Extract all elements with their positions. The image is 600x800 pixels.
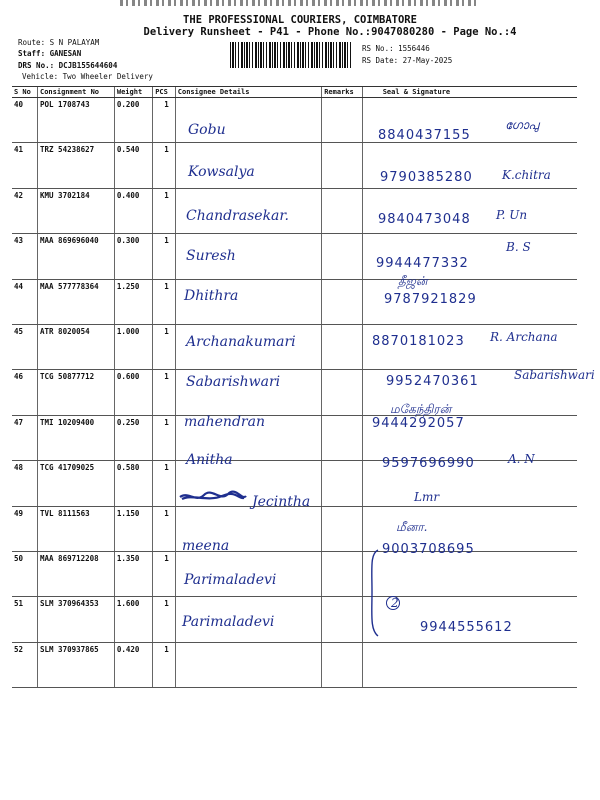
route-value: S N PALAYAM: [49, 38, 100, 47]
row-remarks: [322, 597, 363, 642]
row-weight: 1.000: [114, 324, 152, 369]
table-row: [12, 415, 577, 460]
handwritten-consignee-name: meena: [182, 538, 230, 554]
handwritten-phone: 9952470361: [386, 374, 479, 389]
drs-value: DCJB155644604: [58, 61, 118, 70]
row-sno: 51: [12, 597, 38, 642]
col-remarks: Remarks: [322, 87, 363, 98]
row-remarks: [322, 143, 363, 188]
handwritten-consignee-name: mahendran: [184, 414, 265, 430]
handwritten-consignee-name: Gobu: [188, 122, 226, 138]
row-sno: 40: [12, 98, 38, 143]
row-weight: 1.250: [114, 279, 152, 324]
row-sno: 45: [12, 324, 38, 369]
table-row: [12, 642, 577, 687]
col-seal: Seal & Signature: [362, 87, 577, 98]
circled-mark: [386, 596, 400, 610]
vehicle-line: Vehicle: Two Wheeler Delivery: [22, 72, 153, 81]
row-consignment: TCG 50877712: [38, 370, 115, 415]
row-sno: 42: [12, 188, 38, 233]
handwritten-consignee-name: Dhithra: [184, 288, 239, 304]
row-remarks: [322, 370, 363, 415]
handwritten-phone: 8840437155: [378, 128, 471, 143]
row-remarks: [322, 415, 363, 460]
row-weight: 1.600: [114, 597, 152, 642]
row-pcs: 1: [153, 461, 176, 506]
bracket-mark: [366, 548, 380, 638]
row-consignment: ATR 8020054: [38, 324, 115, 369]
row-consignee-details: [175, 642, 321, 687]
handwritten-phone: 9444292057: [372, 416, 465, 431]
row-pcs: 1: [153, 143, 176, 188]
row-weight: 0.540: [114, 143, 152, 188]
table-row: [12, 279, 577, 324]
row-consignment: MAA 869696040: [38, 234, 115, 279]
rs-date-value: 27-May-2025: [402, 56, 453, 65]
handwritten-signature: A. N: [508, 452, 535, 466]
staff-line: Staff: GANESAN: [18, 49, 82, 58]
handwritten-phone: 9944477332: [376, 256, 469, 271]
row-pcs: 1: [153, 324, 176, 369]
rs-date-line: RS Date: 27-May-2025: [362, 56, 453, 65]
row-consignment: POL 1708743: [38, 98, 115, 143]
table-row: [12, 188, 577, 233]
row-weight: 0.580: [114, 461, 152, 506]
row-sno: 47: [12, 415, 38, 460]
row-consignment: TRZ 54238627: [38, 143, 115, 188]
row-weight: 0.200: [114, 98, 152, 143]
row-seal-signature: [362, 642, 577, 687]
col-pcs: PCS: [153, 87, 176, 98]
handwritten-signature: B. S: [506, 240, 531, 254]
row-weight: 1.350: [114, 551, 152, 596]
row-pcs: 1: [153, 506, 176, 551]
staff-value: GANESAN: [49, 49, 82, 58]
row-remarks: [322, 461, 363, 506]
handwritten-consignee-name: Chandrasekar.: [186, 208, 289, 224]
row-remarks: [322, 279, 363, 324]
table-header-row: [12, 87, 577, 98]
row-sno: 44: [12, 279, 38, 324]
handwritten-signature: R. Archana: [490, 330, 558, 344]
vehicle-value: Two Wheeler Delivery: [62, 72, 153, 81]
table-body: [12, 98, 577, 688]
row-consignment: SLM 370964353: [38, 597, 115, 642]
handwritten-signature: மீனா.: [396, 520, 428, 534]
row-consignment: KMU 3702184: [38, 188, 115, 233]
barcode-image: [230, 42, 352, 68]
route-line: Route: S N PALAYAM: [18, 38, 100, 47]
row-consignment: TMI 10209400: [38, 415, 115, 460]
handwritten-consignee-name: Parimaladevi: [182, 614, 275, 630]
handwritten-signature: ഗോപു: [505, 118, 539, 132]
runsheet-subtitle: Delivery Runsheet - P41 - Phone No.:9047080280 - Page No.:4: [143, 26, 517, 38]
scribble-mark: [178, 490, 248, 504]
row-pcs: 1: [153, 370, 176, 415]
row-sno: 46: [12, 370, 38, 415]
handwritten-phone: 9597696990: [382, 456, 475, 471]
row-consignment: SLM 370937865: [38, 642, 115, 687]
row-remarks: [322, 234, 363, 279]
rs-no-value: 1556446: [398, 44, 430, 53]
handwritten-signature: மகேந்திரன்: [390, 402, 452, 416]
col-weight: Weight: [114, 87, 152, 98]
row-sno: 49: [12, 506, 38, 551]
col-consignment: Consignment No: [38, 87, 115, 98]
row-consignment: MAA 577778364: [38, 279, 115, 324]
table-row: [12, 143, 577, 188]
handwritten-phone: 9790385280: [380, 170, 473, 185]
handwritten-consignee-name: Anitha: [186, 452, 233, 468]
row-sno: 43: [12, 234, 38, 279]
row-sno: 41: [12, 143, 38, 188]
row-remarks: [322, 506, 363, 551]
top-cut-barcode-strip: [120, 0, 480, 6]
handwritten-phone: 8870181023: [372, 334, 465, 349]
table-row: [12, 98, 577, 143]
handwritten-phone: 9944555612: [420, 620, 513, 635]
handwritten-consignee-name: Archanakumari: [186, 334, 296, 350]
drs-line: DRS No.: DCJB155644604: [18, 61, 118, 70]
handwritten-consignee-name: Parimaladevi: [184, 572, 277, 588]
handwritten-phone: 9003708695: [382, 542, 475, 557]
row-consignment: TCG 41709025: [38, 461, 115, 506]
handwritten-signature: தீஜன்: [398, 274, 428, 288]
col-sno: S No: [12, 87, 38, 98]
runsheet-table: [12, 86, 577, 688]
row-pcs: 1: [153, 279, 176, 324]
row-pcs: 1: [153, 98, 176, 143]
handwritten-consignee-name: Suresh: [186, 248, 236, 264]
handwritten-signature: K.chitra: [502, 168, 551, 182]
table-row: [12, 234, 577, 279]
row-remarks: [322, 642, 363, 687]
row-remarks: [322, 324, 363, 369]
handwritten-consignee-name: Kowsalya: [188, 164, 255, 180]
row-remarks: [322, 551, 363, 596]
row-pcs: 1: [153, 642, 176, 687]
handwritten-signature: 2: [391, 596, 399, 610]
handwritten-consignee-name: Sabarishwari: [186, 374, 281, 390]
row-sno: 50: [12, 551, 38, 596]
table-row: [12, 506, 577, 551]
row-consignment: MAA 869712208: [38, 551, 115, 596]
rs-no-line: RS No.: 1556446: [362, 44, 430, 53]
table-row: [12, 551, 577, 596]
row-pcs: 1: [153, 188, 176, 233]
handwritten-signature: P. Un: [496, 208, 528, 222]
row-weight: 0.400: [114, 188, 152, 233]
row-weight: 0.600: [114, 370, 152, 415]
handwritten-signature: Lmr: [414, 490, 440, 504]
row-pcs: 1: [153, 551, 176, 596]
company-title: THE PROFESSIONAL COURIERS, COIMBATORE: [183, 14, 417, 26]
row-pcs: 1: [153, 415, 176, 460]
handwritten-phone: 9787921829: [384, 292, 477, 307]
col-consignee: Consignee Details: [175, 87, 321, 98]
row-weight: 0.300: [114, 234, 152, 279]
row-weight: 1.150: [114, 506, 152, 551]
row-weight: 0.250: [114, 415, 152, 460]
row-consignment: TVL 8111563: [38, 506, 115, 551]
row-pcs: 1: [153, 597, 176, 642]
row-weight: 0.420: [114, 642, 152, 687]
row-sno: 48: [12, 461, 38, 506]
row-pcs: 1: [153, 234, 176, 279]
row-remarks: [322, 98, 363, 143]
row-seal-signature: [362, 551, 577, 596]
row-sno: 52: [12, 642, 38, 687]
handwritten-signature: Sabarishwari: [514, 368, 595, 382]
handwritten-consignee-name: Jecintha: [252, 494, 311, 510]
handwritten-phone: 9840473048: [378, 212, 471, 227]
row-remarks: [322, 188, 363, 233]
table-row: [12, 370, 577, 415]
